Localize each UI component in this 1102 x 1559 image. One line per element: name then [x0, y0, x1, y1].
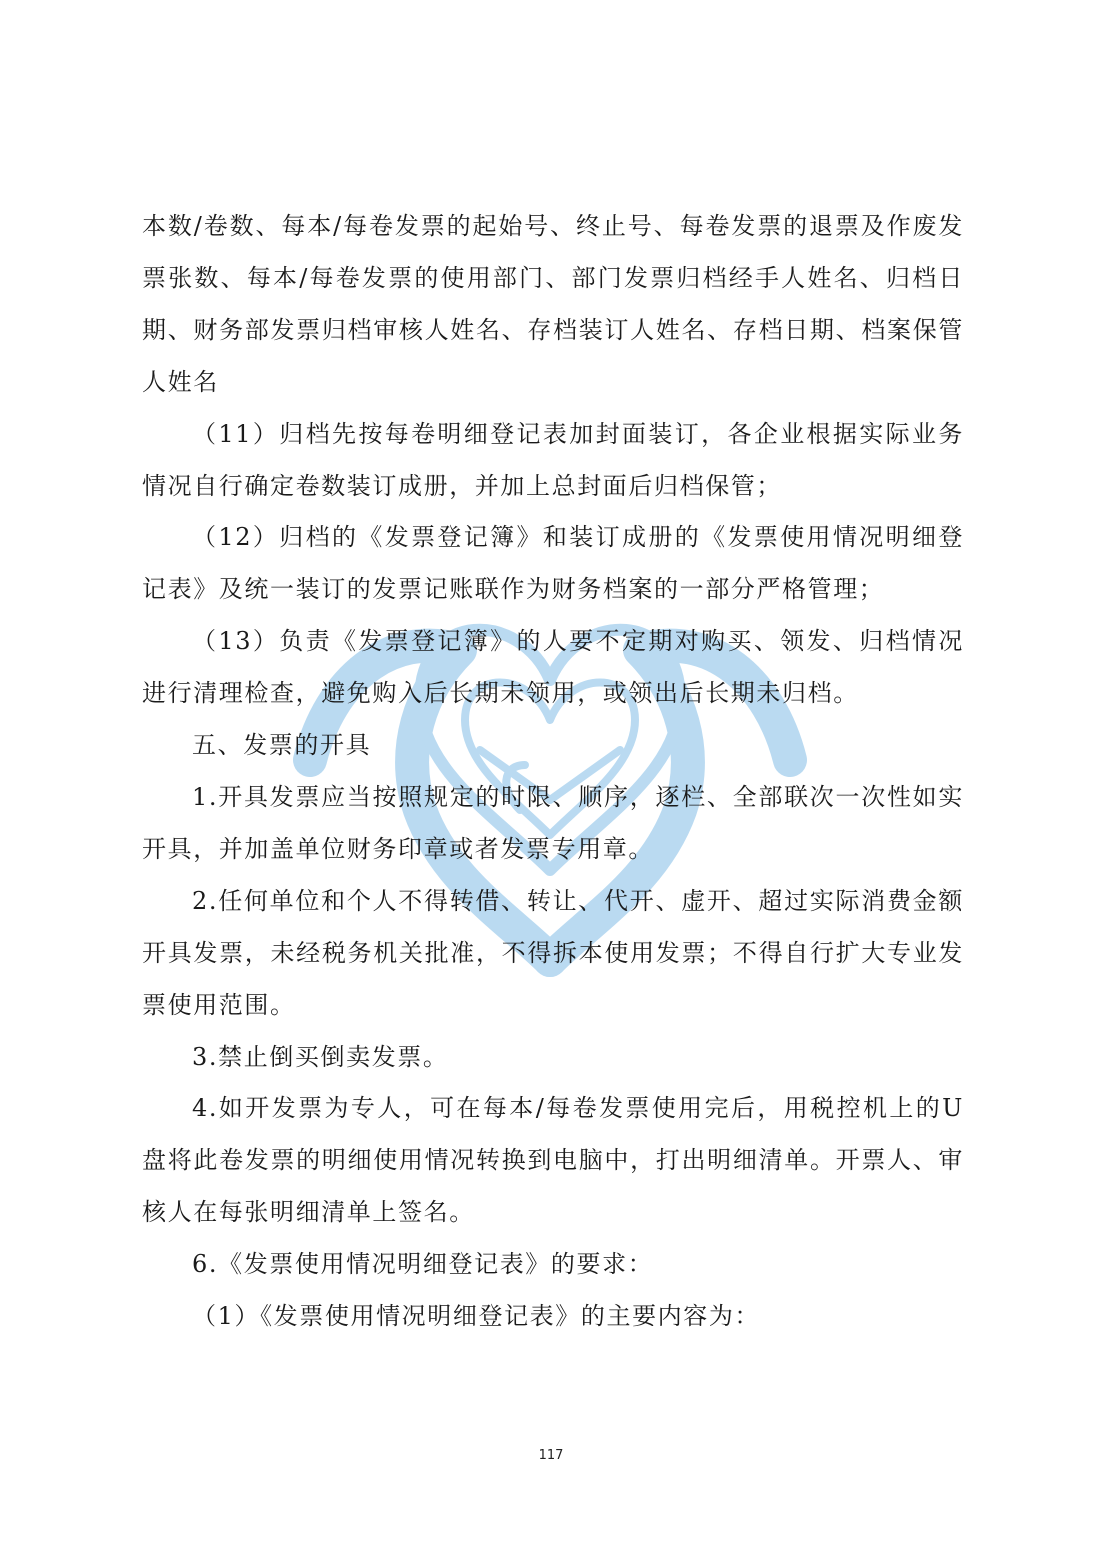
paragraph-item-13: （13）负责《发票登记簿》的人要不定期对购买、领发、归档情况进行清理检查，避免购入后长期未领用，或领出后长期未归档。: [142, 627, 964, 708]
paragraph-subitem-1: （1）《发票使用情况明细登记表》的主要内容为：: [192, 1302, 761, 1331]
paragraph-rule-4: 4.如开发票为专人，可在每本/每卷发票使用完后，用税控机上的U盘将此卷发票的明细使用情况转换到电脑中，打出明细清单。开票人、审核人在每张明细清单上签名。: [142, 1094, 964, 1227]
document-body: [142, 201, 964, 1343]
paragraph-item-12: （12）归档的《发票登记簿》和装订成册的《发票使用情况明细登记表》及统一装订的发票记账联作为财务档案的一部分严格管理；: [142, 523, 964, 604]
paragraph-rule-6: 6.《发票使用情况明细登记表》的要求：: [192, 1250, 654, 1279]
paragraph-rule-3: 3.禁止倒买倒卖发票。: [192, 1042, 449, 1071]
paragraph-item-11: （11）归档先按每卷明细登记表加封面装订，各企业根据实际业务情况自行确定卷数装订成册，并加上总封面后归档保管；: [142, 419, 964, 500]
page-number: 117: [538, 1448, 564, 1463]
paragraph-continuation: 本数/卷数、每本/每卷发票的起始号、终止号、每卷发票的退票及作废发票张数、每本/每卷发票的使用部门、部门发票归档经手人姓名、归档日期、财务部发票归档审核人姓名、存档装订人姓名、存档日期、档案保管人姓名: [142, 212, 964, 396]
paragraph-rule-2: 2.任何单位和个人不得转借、转让、代开、虚开、超过实际消费金额开具发票，未经税务机关批准，不得拆本使用发票；不得自行扩大专业发票使用范围。: [142, 886, 964, 1019]
section-heading: 五、发票的开具: [192, 731, 372, 760]
paragraph-rule-1: 1.开具发票应当按照规定的时限、顺序，逐栏、全部联次一次性如实开具，并加盖单位财务印章或者发票专用章。: [142, 782, 964, 863]
